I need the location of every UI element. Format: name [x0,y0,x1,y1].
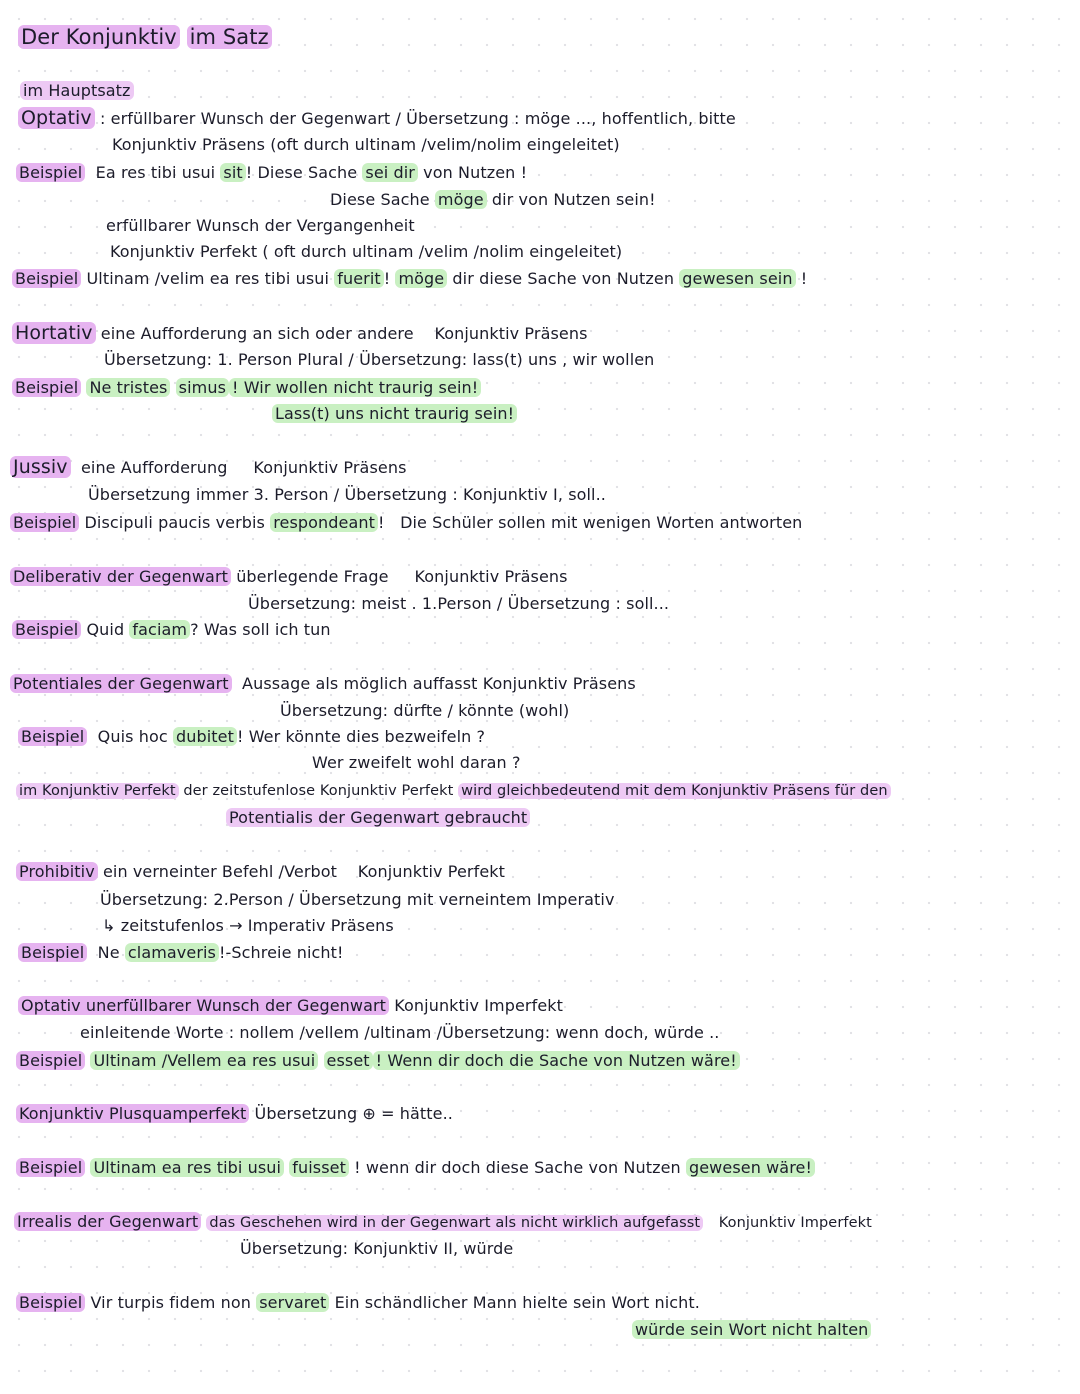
optativ-unerfuellbar-example [16,1050,740,1072]
example-verb: simus [176,378,229,397]
example-text: Ne [97,943,120,962]
example-text: würde sein Wort nicht halten [632,1320,871,1339]
optativ-unerfuellbar-mood: Konjunktiv Imperfekt [394,996,564,1015]
title-konjunktiv: Der Konjunktiv [18,25,180,49]
example-text: ! Wir wollen nicht traurig sein! [229,378,481,397]
potentialis-perfekt [16,780,891,802]
jussiv-translation: Übersetzung immer 3. Person / Übersetzung : Konjunktiv I, soll.. [88,485,606,504]
example-text: dir von Nutzen sein! [491,190,656,209]
beispiel-label: Beispiel [12,269,81,288]
hortativ-translation: Übersetzung: 1. Person Plural / Übersetzung: lass(t) uns , wir wollen [104,350,655,369]
jussiv-desc: eine Aufforderung [80,458,228,477]
potentialis-example [18,726,485,748]
beispiel-label: Beispiel [18,727,87,746]
example-text: ! [378,513,385,532]
example-text: ! [800,269,808,288]
term-plusquamperfekt: Konjunktiv Plusquamperfekt [16,1104,249,1123]
irrealis-translation: Übersetzung: Konjunktiv II, würde [240,1239,514,1258]
example-verb: respondeant [270,513,378,532]
perfekt-note: wird gleichbedeutend mit dem Konjunktiv Präsens für den [458,783,891,799]
potentialis-mood: Konjunktiv Präsens [482,674,636,693]
potentialis-desc: Aussage als möglich auffasst [242,674,478,693]
deliberativ-example [12,619,331,641]
example-verb: dubitet [173,727,237,746]
beispiel-label: Beispiel [12,378,81,397]
term-jussiv: Jussiv [10,456,71,478]
example-verb: möge [395,269,447,288]
plusquamperfekt-line [16,1103,453,1125]
beispiel-label: Beispiel [16,163,85,182]
potentialis-example-2: Wer zweifelt wohl daran ? [312,753,521,772]
example-text: Quis hoc [97,727,168,746]
jussiv-line [10,456,407,479]
example-text: Ea res tibi usui [95,163,216,182]
beispiel-label: Beispiel [16,1051,85,1070]
jussiv-example [10,512,802,534]
prohibitiv-note: ↳ zeitstufenlos → Imperativ Präsens [102,916,394,935]
term-irrealis: Irrealis der Gegenwart [14,1212,201,1231]
example-text: ! [383,269,391,288]
optativ-past: erfüllbarer Wunsch der Vergangenheit [106,216,415,235]
example-text: ? Was soll ich tun [190,620,331,639]
example-text: ! wenn dir doch diese Sache von Nutzen [354,1158,681,1177]
example-verb: möge [435,190,487,209]
example-verb: gewesen wäre! [686,1158,815,1177]
example-text: dir diese Sache von Nutzen [452,269,675,288]
beispiel-label: Beispiel [10,513,79,532]
optativ-unerfuellbar-line [18,995,563,1017]
example-text: von Nutzen ! [423,163,528,182]
example-verb: Ne tristes [86,378,170,397]
prohibitiv-mood: Konjunktiv Perfekt [357,862,506,881]
optativ-past-mood: Konjunktiv Perfekt ( oft durch ultinam /velim /nolim eingeleitet) [110,242,623,261]
example-verb: sei dir [362,163,418,182]
optativ-example-2 [330,189,656,211]
example-text: Lass(t) uns nicht traurig sein! [272,404,517,423]
irrealis-example-2 [632,1319,871,1341]
example-text: Die Schüler sollen mit wenigen Worten antworten [400,513,803,532]
hortativ-mood: Konjunktiv Präsens [434,324,588,343]
term-deliberativ: Deliberativ der Gegenwart [10,567,231,586]
prohibitiv-line [16,861,505,883]
beispiel-label: Beispiel [16,1158,85,1177]
example-text: Vir turpis fidem non [90,1293,252,1312]
term-optativ: Optativ [18,107,95,129]
deliberativ-mood: Konjunktiv Präsens [414,567,568,586]
hauptsatz-label: im Hauptsatz [20,81,134,100]
potentialis-perfekt-2 [226,807,530,829]
section-hauptsatz [20,80,134,102]
example-text: Quid [86,620,125,639]
perfekt-label: im Konjunktiv Perfekt [16,783,179,799]
prohibitiv-desc: ein verneinter Befehl /Verbot [102,862,338,881]
optativ-line [18,107,736,130]
hortativ-example-2 [272,403,517,425]
example-text: Ultinam /velim ea res tibi usui [86,269,330,288]
example-text: ! Wenn dir doch die Sache von Nutzen wäre! [373,1051,740,1070]
example-text: !-Schreie nicht! [218,943,344,962]
deliberativ-translation: Übersetzung: meist . 1.Person / Übersetzung : soll... [248,594,670,613]
plusquamperfekt-translation: Übersetzung ⊕ = hätte.. [254,1104,453,1123]
example-text: Ein schändlicher Mann hielte sein Wort nicht. [334,1293,700,1312]
hortativ-desc: eine Aufforderung an sich oder andere [100,324,414,343]
optativ-desc: : erfüllbarer Wunsch der Gegenwart / Übersetzung : möge ..., hoffentlich, bitte [99,109,736,128]
irrealis-mood: Konjunktiv Imperfekt [718,1215,872,1231]
example-text: Ultinam ea res tibi usui [90,1158,284,1177]
potentialis-line [10,673,636,695]
beispiel-label: Beispiel [18,943,87,962]
optativ-example [16,162,527,184]
perfekt-desc: der zeitstufenlose Konjunktiv Perfekt [183,783,454,799]
term-optativ-unerfuellbar: Optativ unerfüllbarer Wunsch der Gegenwart [18,996,389,1015]
example-verb: faciam [129,620,190,639]
example-verb: clamaveris [125,943,219,962]
term-hortativ: Hortativ [12,322,96,344]
term-prohibitiv: Prohibitiv [16,862,98,881]
prohibitiv-translation: Übersetzung: 2.Person / Übersetzung mit verneintem Imperativ [100,890,615,909]
example-text: Diese Sache [330,190,430,209]
example-verb: esset [324,1051,373,1070]
example-verb: servaret [256,1293,329,1312]
example-text: ! Diese Sache [245,163,358,182]
hortativ-line [12,322,588,345]
optativ-unerfuellbar-words: einleitende Worte : nollem /vellem /ultinam /Übersetzung: wenn doch, würde .. [80,1023,720,1042]
irrealis-example [16,1292,700,1314]
irrealis-line [14,1211,872,1234]
potentialis-translation: Übersetzung: dürfte / könnte (wohl) [280,701,570,720]
deliberativ-line [10,566,568,588]
term-potentialis: Potentiales der Gegenwart [10,674,232,693]
title-im-satz: im Satz [187,25,272,49]
beispiel-label: Beispiel [16,1293,85,1312]
example-text: Ultinam /Vellem ea res usui [90,1051,318,1070]
perfekt-note: Potentialis der Gegenwart gebraucht [226,808,530,827]
deliberativ-desc: überlegende Frage [236,567,389,586]
example-verb: fuisset [289,1158,349,1177]
plusquamperfekt-example [16,1157,815,1179]
example-text: Discipuli paucis verbis [84,513,265,532]
prohibitiv-example [18,942,344,964]
beispiel-label: Beispiel [12,620,81,639]
hortativ-example [12,377,481,399]
example-verb: sit [220,163,245,182]
jussiv-mood: Konjunktiv Präsens [253,458,407,477]
example-verb: gewesen sein [679,269,795,288]
example-verb: fuerit [334,269,384,288]
page-title [18,26,272,48]
irrealis-desc: das Geschehen wird in der Gegenwart als nicht wirklich aufgefasst [206,1215,703,1231]
optativ-mood: Konjunktiv Präsens (oft durch ultinam /velim/nolim eingeleitet) [112,135,620,154]
example-text: ! Wer könnte dies bezweifeln ? [237,727,486,746]
optativ-past-example [12,268,807,290]
